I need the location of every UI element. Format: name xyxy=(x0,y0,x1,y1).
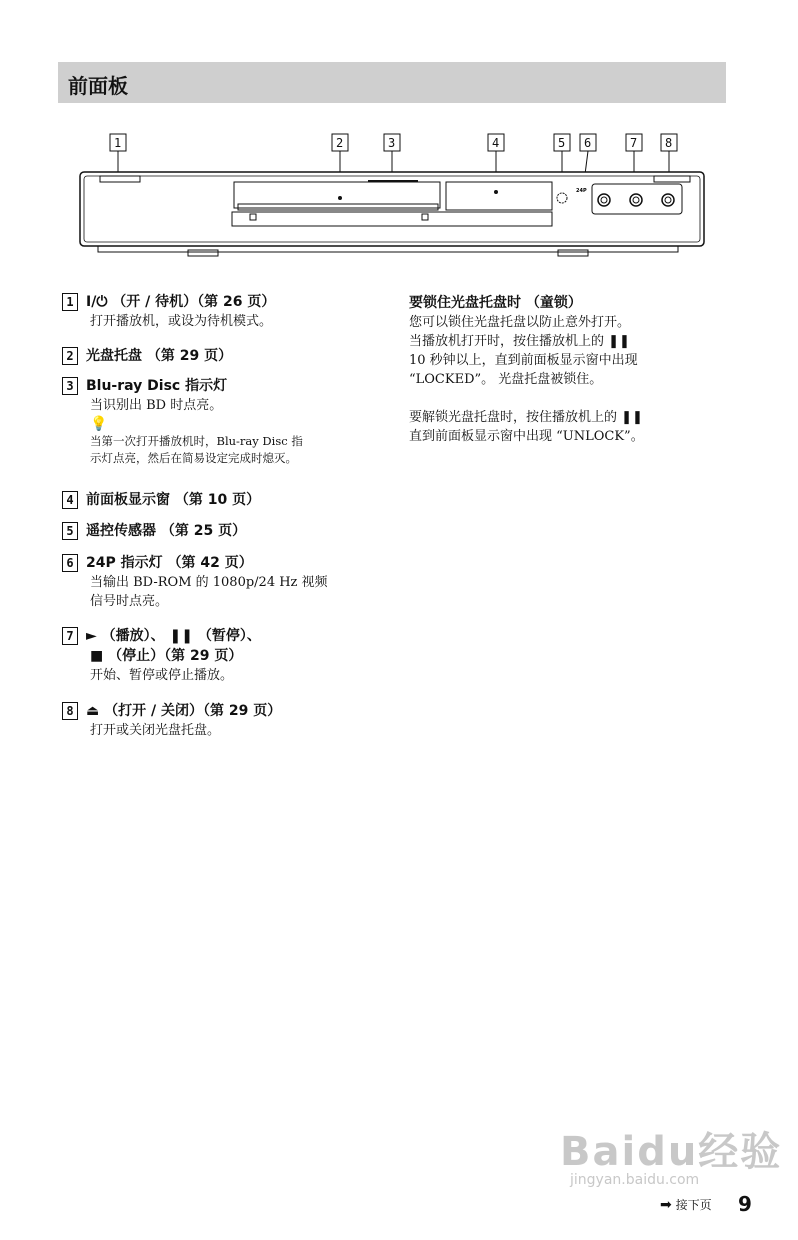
item-2: 2 光盘托盘 （第 29 页） xyxy=(62,346,382,366)
page-number: 9 xyxy=(738,1192,752,1216)
svg-text:2: 2 xyxy=(336,136,344,150)
arrow-right-icon: ➡ xyxy=(660,1197,672,1213)
item-3: 3 Blu-ray Disc 指示灯 当识别出 BD 时点亮。 💡 当第一次打开播放机时，Blu-ray Disc 指 示灯点亮，然后在简易设定完成时熄灭。 xyxy=(62,376,382,467)
item-6: 6 24P 指示灯 （第 42 页） 当输出 BD-ROM 的 1080p/24 Hz 视频 信号时点亮。 xyxy=(62,553,382,611)
next-page: ➡ 接下页 xyxy=(660,1197,712,1213)
tip-icon: 💡 xyxy=(90,416,108,432)
section-header xyxy=(58,62,726,103)
svg-text:4: 4 xyxy=(492,136,500,150)
item-4: 4 前面板显示窗 （第 10 页） xyxy=(62,490,382,510)
lock-section: 要锁住光盘托盘时 （童锁） 您可以锁住光盘托盘以防止意外打开。 当播放机打开时，按住播放机上的 ❚❚ 10 秒钟以上，直到前面板显示窗中出现 “LOCKED”。 光盘托盘被锁住。 要解锁光盘托盘时，按住播放机上的 ❚❚ 直到前面板显示窗中出现 “UNLOCK”。 xyxy=(409,293,729,446)
watermark-logo: Baidu经验 jingyan.baidu.com xyxy=(560,1129,783,1188)
svg-text:8: 8 xyxy=(665,136,673,150)
section-title: 前面板 xyxy=(68,74,128,98)
svg-text:6: 6 xyxy=(584,136,592,150)
svg-text:3: 3 xyxy=(388,136,396,150)
svg-text:1: 1 xyxy=(114,136,122,150)
item-7: 7 ► （播放）、 ❚❚ （暂停）、 ■ （停止）（第 29 页） 开始、暂停或停止播放。 xyxy=(62,626,382,685)
item-1: 1 I/⏻ （开 / 待机）（第 26 页） 打开播放机，或设为待机模式。 xyxy=(62,292,382,331)
front-panel-diagram xyxy=(78,130,718,265)
svg-text:5: 5 xyxy=(558,136,566,150)
item-8: 8 ⏏ （打开 / 关闭）（第 29 页） 打开或关闭光盘托盘。 xyxy=(62,701,382,740)
svg-text:24P: 24P xyxy=(576,188,587,194)
lock-title: 要锁住光盘托盘时 （童锁） xyxy=(409,295,582,311)
svg-text:7: 7 xyxy=(630,136,638,150)
item-5: 5 遥控传感器 （第 25 页） xyxy=(62,521,382,541)
